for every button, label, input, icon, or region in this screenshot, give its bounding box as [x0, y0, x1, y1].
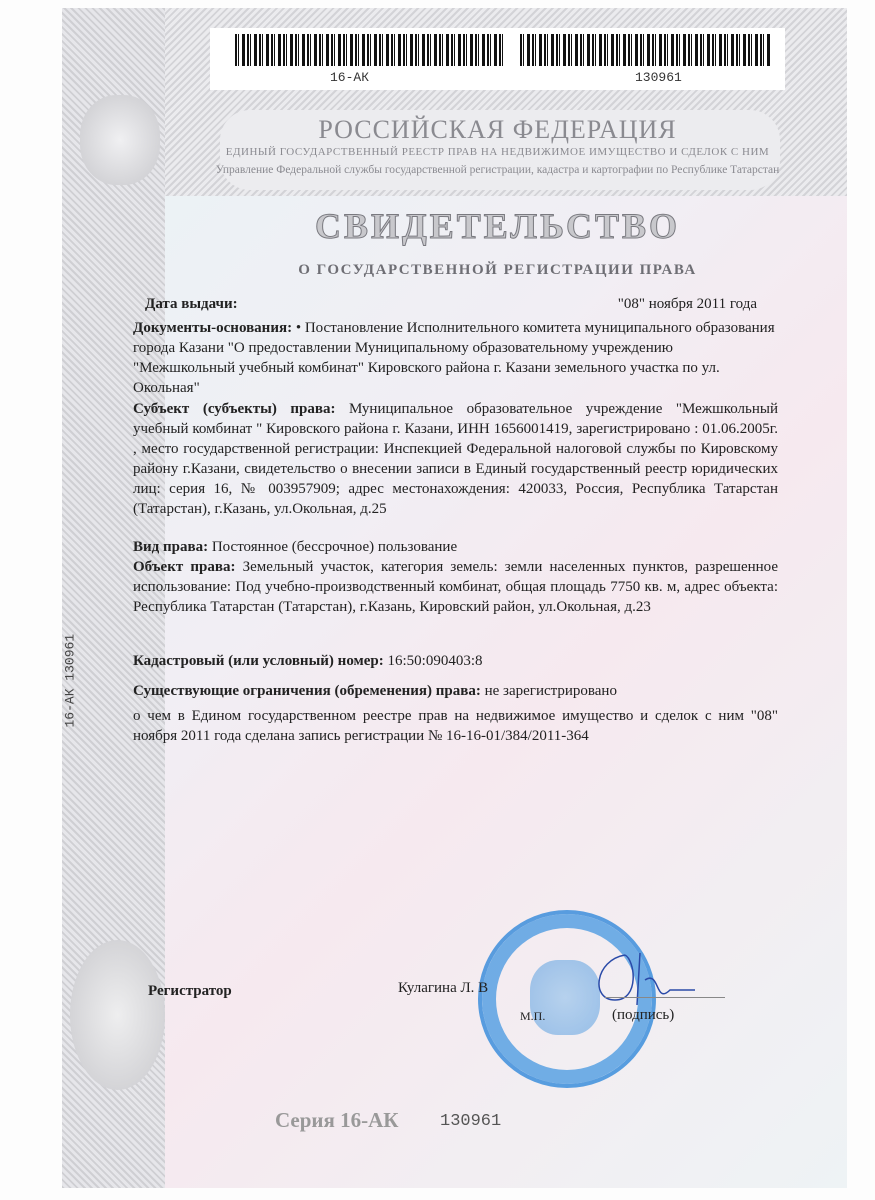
barcode-right	[520, 34, 770, 66]
documents-label: Документы-основания:	[133, 320, 293, 336]
right-type-value: Постоянное (бессрочное) пользование	[211, 539, 458, 555]
signature-caption: (подпись)	[612, 1007, 675, 1023]
cadastral-value: 16:50:090403:8	[387, 653, 483, 669]
document-subtitle: О ГОСУДАРСТВЕННОЙ РЕГИСТРАЦИИ ПРАВА	[298, 262, 697, 278]
seal-mark: М.П.	[520, 1009, 546, 1023]
documents-value: • Постановление Исполнительного комитета муниципального образования города Казани "О предоставлении Муниципальному образовательному учреждению "Межшкольный учебный комбинат" Кировского района г. Казани земельного участка по ул. Окольная"	[133, 320, 775, 396]
footer-series: Серия 16-АК	[275, 1108, 399, 1132]
issue-date: "08" ноября 2011 года	[617, 296, 757, 312]
documents-basis	[133, 318, 778, 398]
issue-date-label: Дата выдачи:	[145, 296, 238, 312]
authority-title: Управление Федеральной службы государственной регистрации, кадастра и картографии по Республике Татарстан	[215, 164, 780, 176]
subject-block	[133, 399, 778, 519]
restrictions-value: не зарегистрировано	[484, 683, 617, 699]
subject-value: Муниципальное образовательное учреждение "Межшкольный учебный комбинат " Кировского района г. Казани, ИНН 1656001419, зарегистрировано : 01.06.2005г. , место государственной регистрации: Инспекцией Федеральной налоговой службы по Кировскому району г.Казани, свидетельство о внесении записи в Единый государственный реестр юридических лиц: серия 16, № 003957909; адрес местонахождения: 420033, Россия, Республика Татарстан (Татарстан), г.Казань, ул.Окольная, д.25	[133, 401, 779, 517]
coat-of-arms-emblem	[80, 95, 160, 185]
registration-record: о чем в Едином государственном реестре прав на недвижимое имущество и сделок с ним "08" ноября 2011 года сделана запись регистрации № 16-16-01/384/2011-364	[133, 708, 778, 744]
registry-title: ЕДИНЫЙ ГОСУДАРСТВЕННЫЙ РЕЕСТР ПРАВ НА НЕДВИЖИМОЕ ИМУЩЕСТВО И СДЕЛОК С НИМ	[225, 146, 770, 158]
object-label: Объект права:	[133, 559, 236, 575]
right-type-block	[133, 537, 778, 557]
rosette-ornament	[70, 940, 165, 1090]
object-value: Земельный участок, категория земель: земли населенных пунктов, разрешенное использование: Под учебно-производственный комбинат, общая площадь 7750 кв. м, адрес объекта: Республика Татарстан (Татарстан), г.Казань, Кировский район, ул.Окольная, д.23	[133, 559, 778, 615]
barcode-left	[235, 34, 505, 66]
signature-line	[605, 997, 725, 998]
barcode-number: 130961	[635, 70, 682, 85]
restrictions-label: Существующие ограничения (обременения) права:	[133, 683, 481, 699]
registrar-name: Кулагина Л. В	[398, 980, 489, 996]
restrictions-block	[133, 681, 778, 701]
footer-number: 130961	[440, 1112, 502, 1131]
subject-label: Субъект (субъекты) права:	[133, 401, 336, 417]
cadastral-block	[133, 651, 778, 671]
document-title: СВИДЕТЕЛЬСТВО	[314, 206, 681, 246]
barcode-series: 16-АК	[330, 70, 370, 85]
barcode-label	[210, 28, 785, 90]
cadastral-label: Кадастровый (или условный) номер:	[133, 653, 384, 669]
registrar-role: Регистратор	[148, 983, 232, 999]
object-block	[133, 557, 778, 617]
right-type-label: Вид права:	[133, 539, 209, 555]
side-serial-number: 16-АК 130961	[62, 633, 78, 728]
country-title: РОССИЙСКАЯ ФЕДЕРАЦИЯ	[318, 115, 677, 144]
